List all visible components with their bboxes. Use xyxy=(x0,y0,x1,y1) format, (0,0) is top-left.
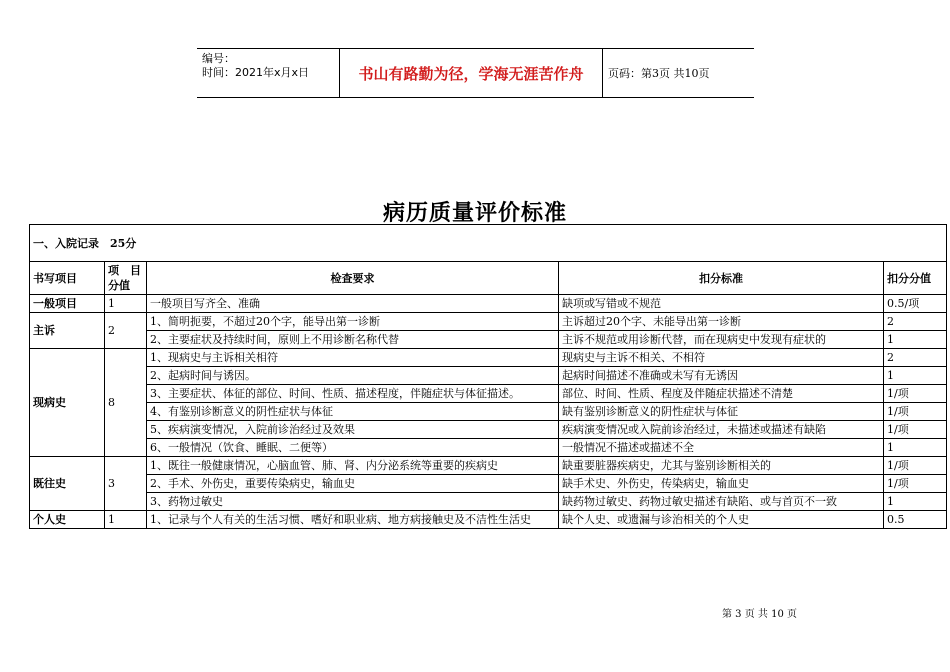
deduct-value: 1/项 xyxy=(884,421,947,439)
table-row xyxy=(30,403,947,421)
item-name: 个人史 xyxy=(30,511,105,529)
deduct-standard: 现病史与主诉不相关、不相符 xyxy=(559,349,884,367)
deduct-value: 1/项 xyxy=(884,475,947,493)
header-page-info: 页码：第3页 共10页 xyxy=(608,67,710,80)
deduct-value: 1/项 xyxy=(884,403,947,421)
check-requirement: 1、记录与个人有关的生活习惯、嗜好和职业病、地方病接触史及不洁性生活史 xyxy=(147,511,559,529)
check-requirement: 6、一般情况（饮食、睡眠、二便等） xyxy=(147,439,559,457)
header-motto: 书山有路勤为径，学海无涯苦作舟 xyxy=(340,49,603,97)
deduct-standard: 缺手术史、外伤史，传染病史，输血史 xyxy=(559,475,884,493)
col-item-header: 书写项目 xyxy=(30,262,105,295)
table-row xyxy=(30,367,947,385)
deduct-standard: 疾病演变情况或入院前诊治经过，未描述或描述有缺陷 xyxy=(559,421,884,439)
table-row xyxy=(30,511,947,529)
deduct-value: 1/项 xyxy=(884,385,947,403)
deduct-value: 1 xyxy=(884,367,947,385)
check-requirement: 5、疾病演变情况，入院前诊治经过及效果 xyxy=(147,421,559,439)
table-row xyxy=(30,313,947,331)
check-requirement: 1、简明扼要，不超过20个字，能导出第一诊断 xyxy=(147,313,559,331)
table-row xyxy=(30,385,947,403)
deduct-value: 1/项 xyxy=(884,457,947,475)
deduct-standard: 缺个人史、或遗漏与诊治相关的个人史 xyxy=(559,511,884,529)
col-score-header xyxy=(105,262,147,295)
check-requirement: 1、现病史与主诉相关相符 xyxy=(147,349,559,367)
deduct-value: 2 xyxy=(884,349,947,367)
col-check-header: 检查要求 xyxy=(147,262,559,295)
item-name: 现病史 xyxy=(30,349,105,457)
table-row xyxy=(30,439,947,457)
item-score: 1 xyxy=(105,295,147,313)
table-row xyxy=(30,295,947,313)
check-requirement: 2、手术、外伤史，重要传染病史，输血史 xyxy=(147,475,559,493)
check-requirement: 3、药物过敏史 xyxy=(147,493,559,511)
col-score-header-l1: 项 目 xyxy=(108,264,141,277)
check-requirement: 1、既往一般健康情况，心脑血管、肺、肾、内分泌系统等重要的疾病史 xyxy=(147,457,559,475)
document-header xyxy=(197,48,754,98)
deduct-standard: 一般情况不描述或描述不全 xyxy=(559,439,884,457)
col-score-header-l2: 分值 xyxy=(108,279,130,292)
deduct-value: 0.5 xyxy=(884,511,947,529)
check-requirement: 4、有鉴别诊断意义的阴性症状与体征 xyxy=(147,403,559,421)
page-footer: 第 3 页 共 10 页 xyxy=(722,609,797,620)
section-title: 一、入院记录 25分 xyxy=(30,225,947,262)
code-label: 编号： xyxy=(202,52,235,65)
col-deduct-standard-header: 扣分标准 xyxy=(559,262,884,295)
check-requirement: 一般项目写齐全、准确 xyxy=(147,295,559,313)
table-row xyxy=(30,457,947,475)
item-name: 主诉 xyxy=(30,313,105,349)
page-title: 病历质量评价标准 xyxy=(382,200,567,226)
deduct-value: 2 xyxy=(884,313,947,331)
check-requirement: 2、起病时间与诱因。 xyxy=(147,367,559,385)
deduct-standard: 缺项或写错或不规范 xyxy=(559,295,884,313)
item-name: 既往史 xyxy=(30,457,105,511)
table-row xyxy=(30,475,947,493)
table-row xyxy=(30,331,947,349)
deduct-value: 1 xyxy=(884,331,947,349)
deduct-value: 1 xyxy=(884,439,947,457)
item-score: 3 xyxy=(105,457,147,511)
table-row xyxy=(30,349,947,367)
table-row xyxy=(30,493,947,511)
deduct-value: 1 xyxy=(884,493,947,511)
table-row xyxy=(30,421,947,439)
item-name: 一般项目 xyxy=(30,295,105,313)
col-deduct-value-header: 扣分分值 xyxy=(884,262,947,295)
time-label: 时间：2021年x月x日 xyxy=(202,66,310,79)
deduct-standard: 部位、时间、性质、程度及伴随症状描述不清楚 xyxy=(559,385,884,403)
deduct-standard: 起病时间描述不准确或未写有无诱因 xyxy=(559,367,884,385)
header-meta xyxy=(197,49,340,97)
item-score: 8 xyxy=(105,349,147,457)
deduct-standard: 缺药物过敏史、药物过敏史描述有缺陷、或与首页不一致 xyxy=(559,493,884,511)
deduct-standard: 缺重要脏器疾病史，尤其与鉴别诊断相关的 xyxy=(559,457,884,475)
deduct-standard: 主诉超过20个字、未能导出第一诊断 xyxy=(559,313,884,331)
item-score: 1 xyxy=(105,511,147,529)
section-row xyxy=(30,225,947,262)
check-requirement: 3、主要症状、体征的部位、时间、性质、描述程度，伴随症状与体征描述。 xyxy=(147,385,559,403)
column-header-row xyxy=(30,262,947,295)
item-score: 2 xyxy=(105,313,147,349)
evaluation-table xyxy=(29,224,947,529)
deduct-value: 0.5/项 xyxy=(884,295,947,313)
deduct-standard: 主诉不规范或用诊断代替，而在现病史中发现有症状的 xyxy=(559,331,884,349)
deduct-standard: 缺有鉴别诊断意义的阴性症状与体征 xyxy=(559,403,884,421)
check-requirement: 2、主要症状及持续时间，原则上不用诊断名称代替 xyxy=(147,331,559,349)
